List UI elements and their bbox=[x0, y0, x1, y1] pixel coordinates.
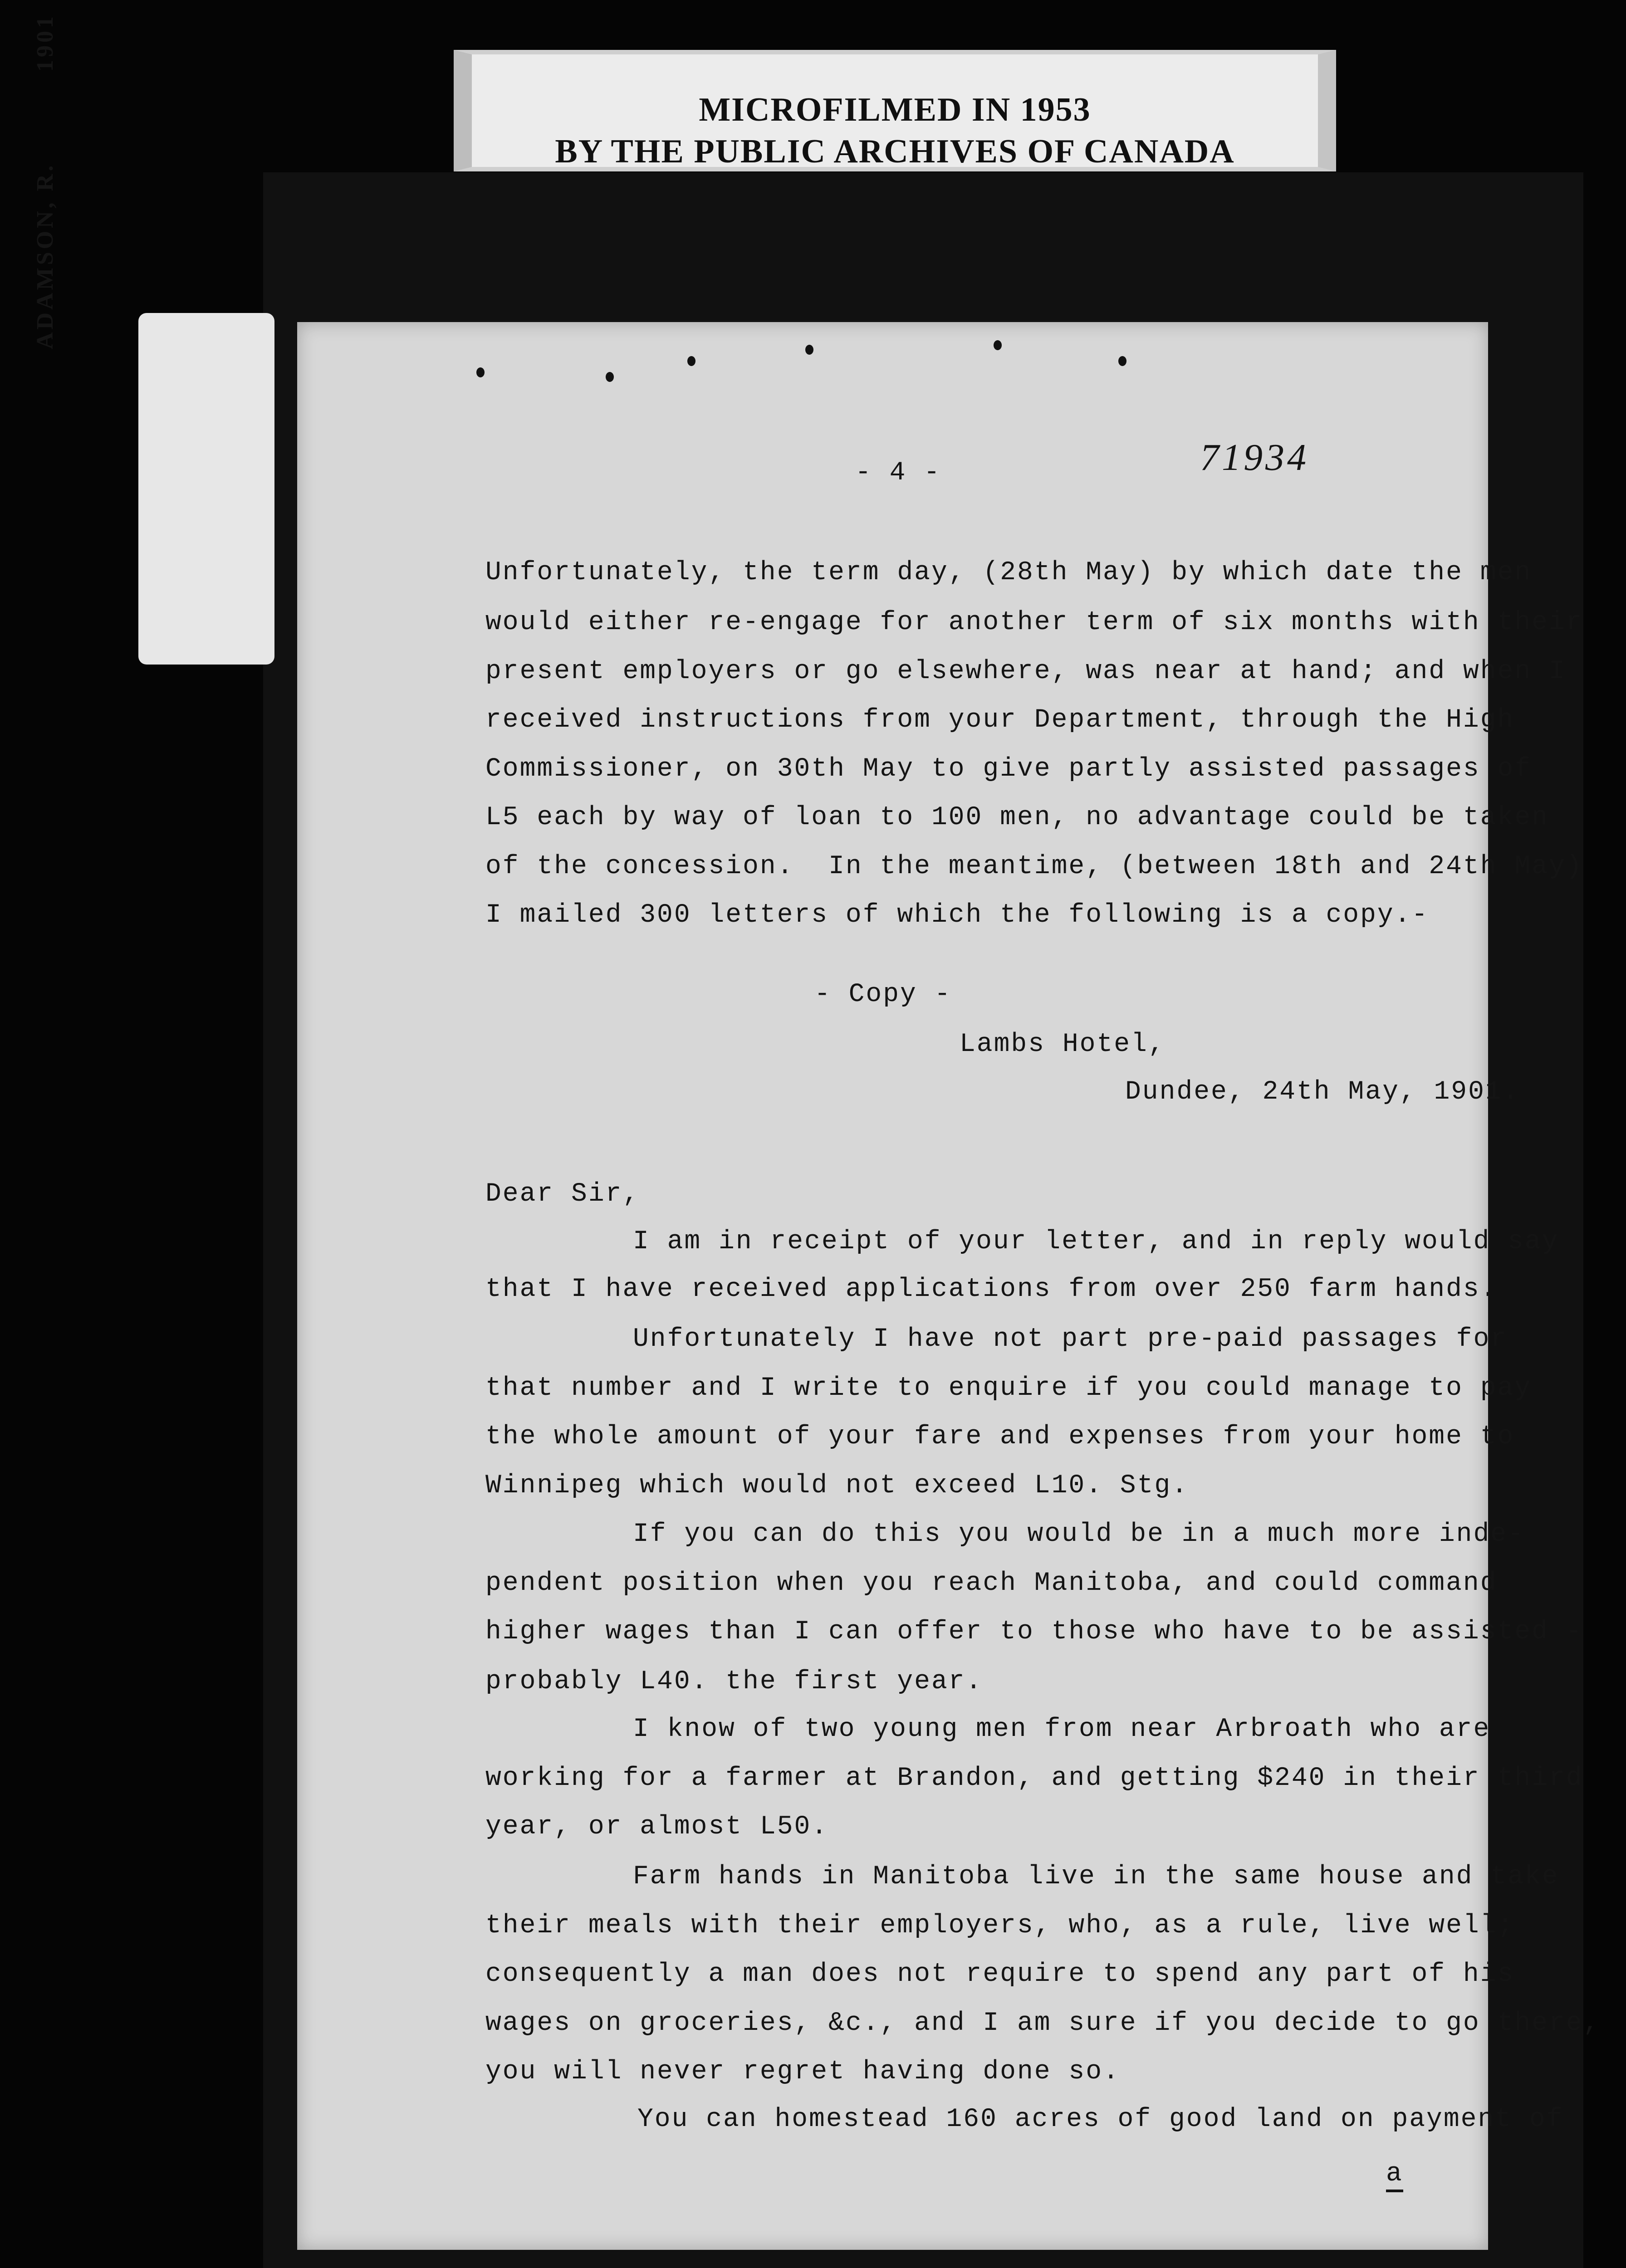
intro-line: L5 each by way of loan to 100 men, no advantage could be taken bbox=[485, 803, 1549, 832]
punch-hole bbox=[476, 367, 485, 377]
microfilm-label bbox=[454, 50, 1336, 171]
letter-line: pendent position when you reach Manitoba, and could command bbox=[485, 1569, 1498, 1598]
letter-line: consequently a man does not require to spend any part of his bbox=[485, 1960, 1515, 1989]
punch-hole bbox=[805, 345, 813, 355]
intro-line: I mailed 300 letters of which the following is a copy.- bbox=[485, 900, 1429, 930]
punch-hole bbox=[994, 340, 1002, 350]
letter-line: You can homestead 160 acres of good land on payment of bbox=[637, 2105, 1564, 2134]
letter-line: working for a farmer at Brandon, and getting $240 in their third bbox=[485, 1764, 1583, 1793]
punch-hole bbox=[687, 356, 695, 366]
page-number: - 4 - bbox=[855, 458, 941, 488]
letter-line: the whole amount of your fare and expenses from your home to bbox=[485, 1422, 1515, 1452]
letter-line: their meals with their employers, who, as a rule, live well; bbox=[485, 1911, 1515, 1941]
intro-line: received instructions from your Department, through the High bbox=[485, 705, 1515, 735]
microfilm-label-line-1: MICROFILMED IN 1953 bbox=[699, 91, 1091, 128]
letter-line: Winnipeg which would not exceed L10. Stg. bbox=[485, 1471, 1189, 1501]
document-page bbox=[297, 322, 1601, 2250]
punch-hole bbox=[1118, 356, 1126, 366]
file-tab bbox=[138, 313, 274, 665]
punch-hole bbox=[606, 372, 614, 382]
file-tab-year: 1901 bbox=[32, 14, 58, 72]
letter-line: I know of two young men from near Arbroath who are bbox=[633, 1715, 1491, 1744]
letter-line: wages on groceries, &c., and I am sure if you decide to go there, bbox=[485, 2009, 1601, 2038]
intro-line: Commissioner, on 30th May to give partly assisted passages of bbox=[485, 754, 1532, 784]
intro-line: present employers or go elsewhere, was near at hand; and when I bbox=[485, 657, 1566, 686]
letter-line: I am in receipt of your letter, and in reply would say bbox=[633, 1227, 1559, 1256]
letter-line: higher wages than I can offer to those who have to be assisted - bbox=[485, 1617, 1583, 1647]
microfilm-label-line-2: BY THE PUBLIC ARCHIVES OF CANADA bbox=[555, 133, 1235, 170]
intro-line: would either re-engage for another term of six months with their bbox=[485, 608, 1583, 637]
letter-address-line-1: Lambs Hotel, bbox=[960, 1030, 1166, 1059]
letter-line: that I have received applications from over 250 farm hands. bbox=[485, 1275, 1498, 1304]
copy-heading: - Copy - bbox=[814, 980, 952, 1009]
letter-line: you will never regret having done so. bbox=[485, 2057, 1120, 2087]
intro-line: of the concession. In the meantime, (between 18th and 24th May) bbox=[485, 852, 1583, 881]
letter-line: If you can do this you would be in a much more inde- bbox=[633, 1520, 1525, 1549]
intro-line: Unfortunately, the term day, (28th May) by which date the men bbox=[485, 558, 1532, 587]
file-tab-text bbox=[32, 14, 59, 349]
file-tab-name: ADAMSON, R. bbox=[32, 162, 58, 349]
reference-number: 71934 bbox=[1200, 436, 1309, 479]
catchword: a bbox=[1386, 2159, 1403, 2192]
letter-address-line-2: Dundee, 24th May, 1901. bbox=[1125, 1077, 1520, 1107]
letter-line: Unfortunately I have not part pre-paid passages for bbox=[633, 1325, 1508, 1354]
letter-line: that number and I write to enquire if you could manage to pay bbox=[485, 1374, 1532, 1403]
letter-line: probably L40. the first year. bbox=[485, 1667, 983, 1696]
letter-line: year, or almost L50. bbox=[485, 1812, 829, 1842]
letter-salutation: Dear Sir, bbox=[485, 1179, 640, 1209]
letter-line: Farm hands in Manitoba live in the same house and take bbox=[633, 1862, 1559, 1892]
